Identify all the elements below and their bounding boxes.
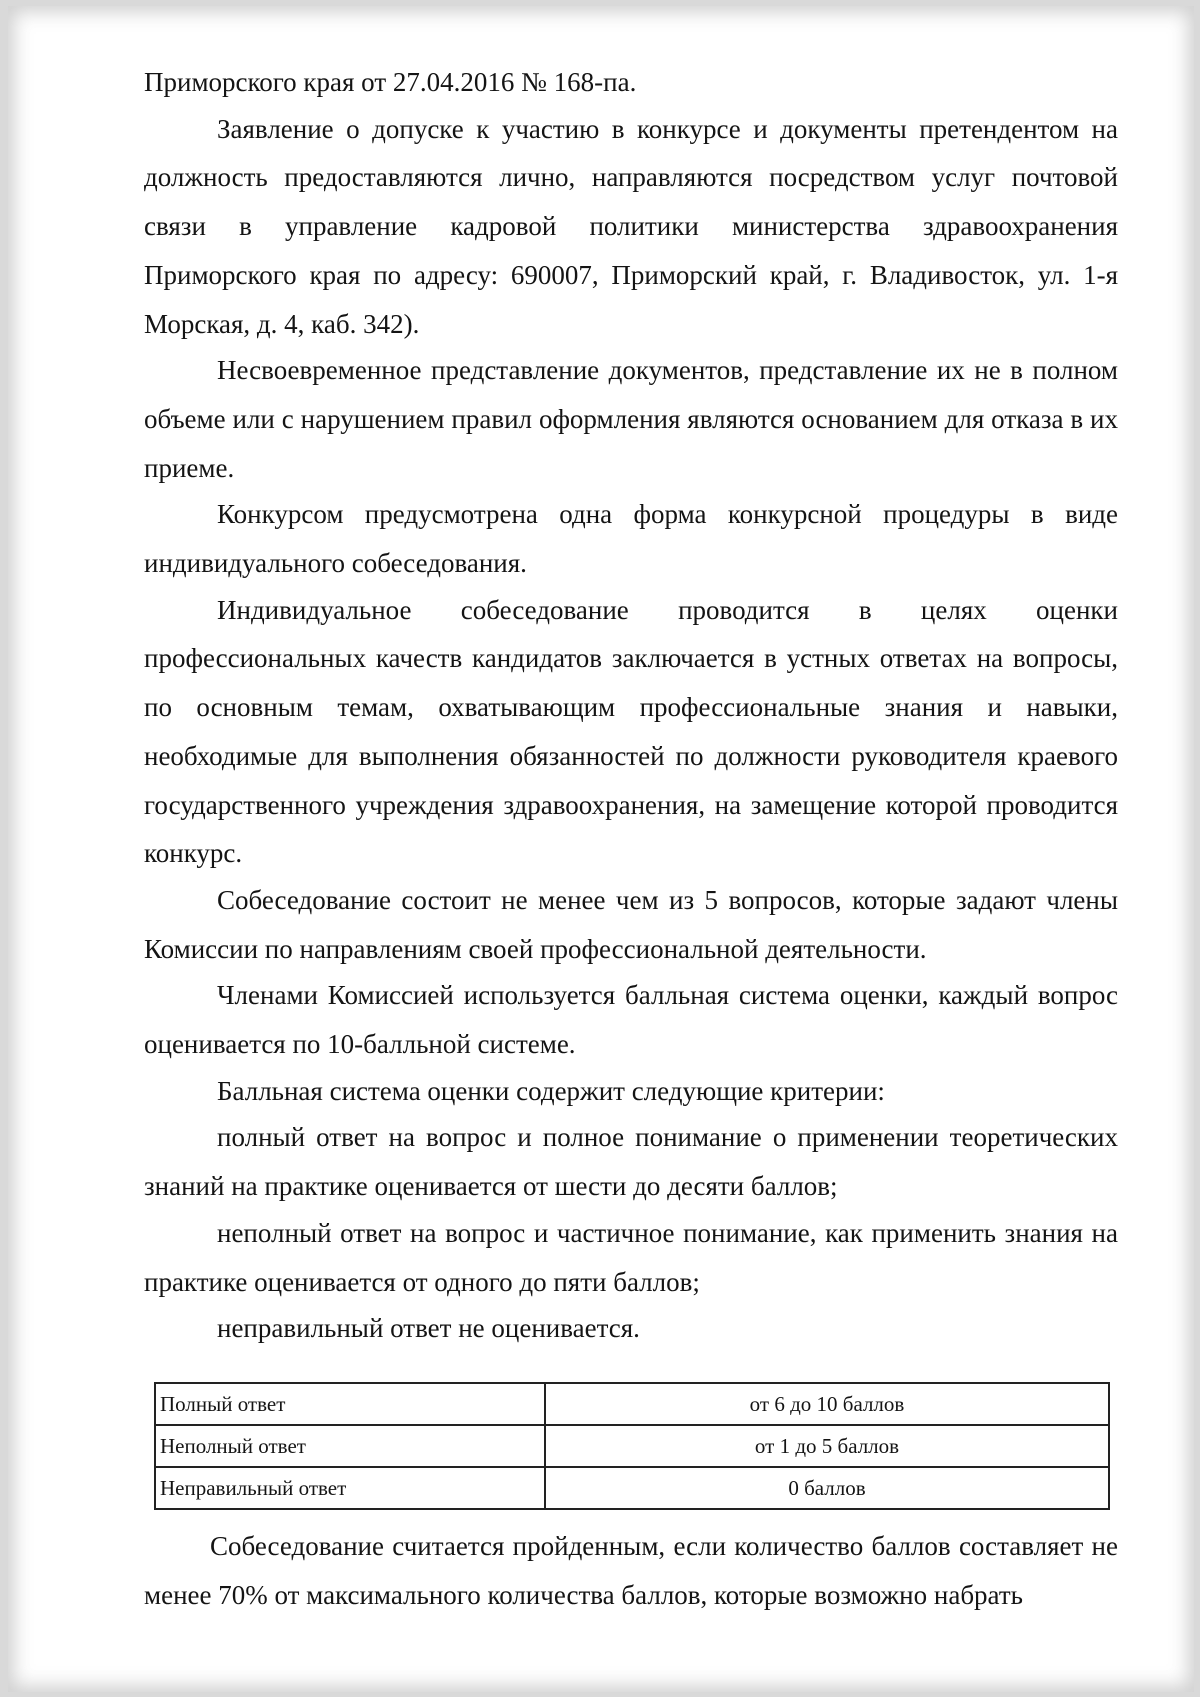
score-cell: 0 баллов <box>545 1467 1109 1509</box>
score-table <box>154 1382 1110 1510</box>
answer-cell: Неполный ответ <box>155 1425 545 1467</box>
paragraph: Собеседование состоит не менее чем из 5 вопросов, которые задают члены Комиссии по направлениям своей профессиональной деятельности. <box>144 884 1118 964</box>
score-cell: от 1 до 5 баллов <box>545 1425 1109 1467</box>
paragraph: Заявление о допуске к участию в конкурсе и документы претендентом на должность предоставляются лично, направляются посредством услуг почтовой связи в управление кадровой политики министерства здравоохранения Приморского края по адресу: 690007, Приморский край, г. Владивосток, ул. 1-я Морская, д. 4, каб. 342). <box>144 113 1118 339</box>
paragraph: неправильный ответ не оценивается. <box>217 1313 640 1344</box>
paragraph: Несвоевременное представление документов, представление их не в полном объеме или с нарушением правил оформления являются основанием для отказа в их приеме. <box>144 355 1118 483</box>
table-row <box>155 1425 1109 1467</box>
table-row <box>155 1383 1109 1425</box>
document-body <box>144 58 1118 1353</box>
table-row <box>155 1467 1109 1509</box>
paragraph: неполный ответ на вопрос и частичное понимание, как применить знания на практике оценивается от одного до пяти баллов; <box>144 1217 1118 1297</box>
score-cell: от 6 до 10 баллов <box>545 1383 1109 1425</box>
answer-cell: Полный ответ <box>155 1383 545 1425</box>
answer-cell: Неправильный ответ <box>155 1467 545 1509</box>
paragraph: Конкурсом предусмотрена одна форма конкурсной процедуры в виде индивидуального собеседования. <box>144 499 1118 579</box>
closing-paragraph-block <box>144 1522 1118 1619</box>
paragraph: Индивидуальное собеседование проводится в целях оценки профессиональных качеств кандидатов заключается в устных ответах на вопросы, по основным темам, охватывающим профессиональные знания и навыки, необходимые для выполнения обязанностей по должности руководителя краевого государственного учреждения здравоохранения, на замещение которой проводится конкурс. <box>144 594 1118 869</box>
paragraph: Балльная система оценки содержит следующие критерии: <box>217 1075 885 1106</box>
document-page <box>8 6 1194 1692</box>
paragraph: полный ответ на вопрос и полное понимание о применении теоретических знаний на практике оценивается от шести до десяти баллов; <box>144 1122 1118 1202</box>
paragraph: Собеседование считается пройденным, если количество баллов составляет не менее 70% от максимального количества баллов, которые возможно набрать <box>144 1531 1118 1610</box>
paragraph: Приморского края от 27.04.2016 № 168-па. <box>144 67 637 97</box>
paragraph: Членами Комиссией используется балльная система оценки, каждый вопрос оценивается по 10-балльной системе. <box>144 980 1118 1060</box>
